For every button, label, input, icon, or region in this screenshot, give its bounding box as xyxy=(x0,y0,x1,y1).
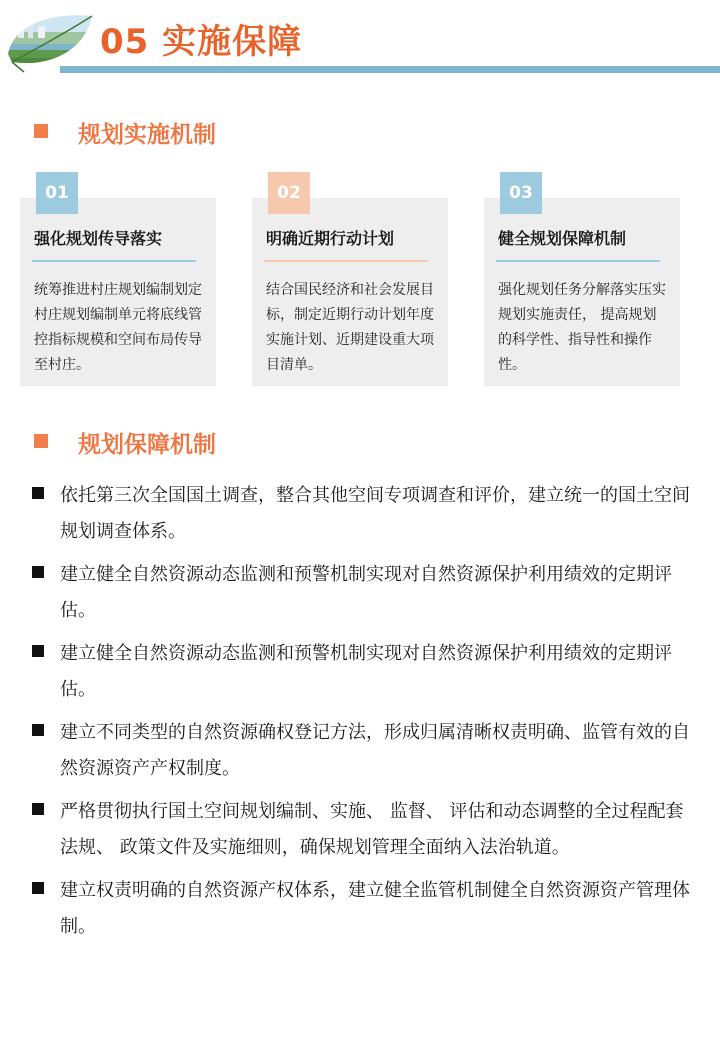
card-2 xyxy=(252,183,448,386)
list-item-text: 依托第三次全国国土调查，整合其他空间专项调查和评价，建立统一的国土空间规划调查体系。 xyxy=(60,485,690,542)
list-item xyxy=(28,794,696,866)
card-body: 强化规划任务分解落实压实规划实施责任， 提高规划的科学性、指导性和操作性。 xyxy=(498,282,666,373)
card-1 xyxy=(20,183,216,386)
card-divider xyxy=(32,260,196,262)
list-item-text: 建立不同类型的自然资源确权登记方法，形成归属清晰权责明确、监管有效的自然资源资产产权制度。 xyxy=(60,722,690,779)
section-marker-icon xyxy=(34,124,48,138)
card-divider xyxy=(496,260,660,262)
list-item xyxy=(28,636,696,708)
safeguard-list xyxy=(28,478,696,952)
card-title: 强化规划传导落实 xyxy=(34,229,163,248)
section-title-text: 规划保障机制 xyxy=(78,432,216,458)
section-marker-icon xyxy=(34,434,48,448)
list-item-text: 建立权责明确的自然资源产权体系，建立健全监管机制健全自然资源资产管理体制。 xyxy=(60,880,690,937)
card-number-badge: 03 xyxy=(500,172,542,214)
bullet-square-icon xyxy=(32,803,44,815)
page-header xyxy=(0,0,720,80)
bullet-square-icon xyxy=(32,487,44,499)
list-item-text: 建立健全自然资源动态监测和预警机制实现对自然资源保护利用绩效的定期评估。 xyxy=(60,643,672,700)
leaf-landscape-icon xyxy=(4,10,96,74)
list-item xyxy=(28,715,696,787)
card-title: 明确近期行动计划 xyxy=(266,229,395,248)
header-divider-bar xyxy=(60,66,720,73)
bullet-square-icon xyxy=(32,724,44,736)
bullet-square-icon xyxy=(32,645,44,657)
bullet-square-icon xyxy=(32,882,44,894)
list-item xyxy=(28,478,696,550)
card-body: 统筹推进村庄规划编制划定村庄规划编制单元将底线管控指标规模和空间布局传导至村庄。 xyxy=(34,282,202,373)
card-title: 健全规划保障机制 xyxy=(498,229,627,248)
list-item xyxy=(28,557,696,629)
card-number-badge: 02 xyxy=(268,172,310,214)
bullet-square-icon xyxy=(32,566,44,578)
card-divider xyxy=(264,260,428,262)
card-number-badge: 01 xyxy=(36,172,78,214)
list-item xyxy=(28,873,696,945)
page-title: 05 实施保障 xyxy=(100,22,303,62)
section-title-text: 规划实施机制 xyxy=(78,122,216,148)
list-item-text: 建立健全自然资源动态监测和预警机制实现对自然资源保护利用绩效的定期评估。 xyxy=(60,564,672,621)
list-item-text: 严格贯彻执行国土空间规划编制、实施、 监督、 评估和动态调整的全过程配套法规、 政策文件及实施细则，确保规划管理全面纳入法治轨道。 xyxy=(60,801,684,858)
card-3 xyxy=(484,183,680,386)
card-body: 结合国民经济和社会发展目标，制定近期行动计划年度实施计划、近期建设重大项目清单。 xyxy=(266,282,434,373)
